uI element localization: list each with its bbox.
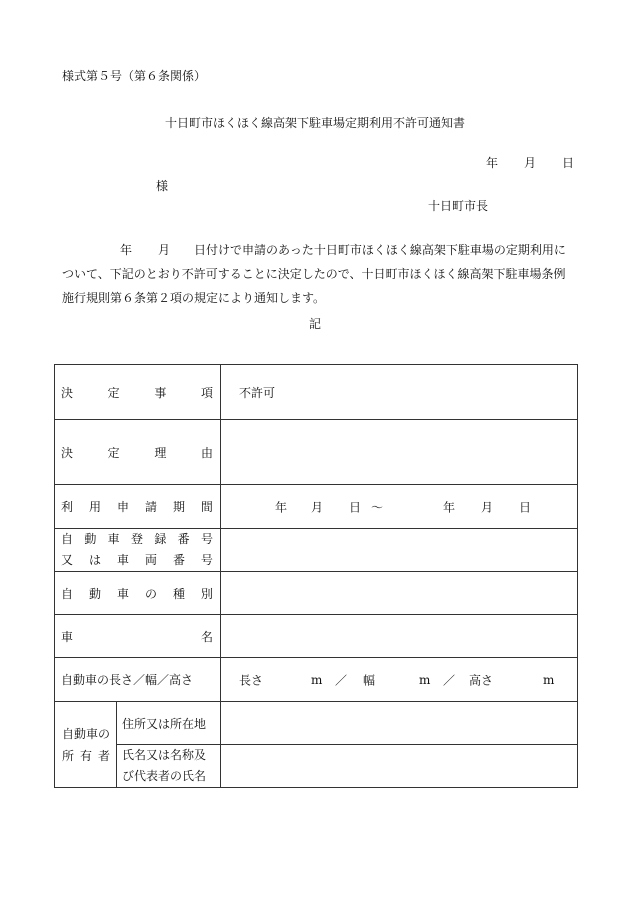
label-char: 自 <box>61 532 74 546</box>
label-char: 有 <box>79 748 92 763</box>
label-char: は <box>88 553 101 567</box>
label-char: 番 <box>172 553 185 567</box>
label-char: 車 <box>116 586 129 601</box>
label-char: 事 <box>154 385 167 400</box>
label-char: 車 <box>61 629 74 644</box>
form-number: 様式第５号（第６条関係） <box>62 69 207 83</box>
label-char: 又 <box>61 553 74 567</box>
period-to-month: 月 <box>481 500 494 514</box>
row-vehicle-type <box>55 572 578 615</box>
period-from-year: 年 <box>275 500 288 514</box>
label-char: 利 <box>61 500 74 514</box>
body-month: 月 <box>158 243 171 257</box>
notice-body <box>62 238 578 310</box>
label-char: 登 <box>130 532 143 546</box>
dimensions-label <box>55 658 221 702</box>
owner-name-label-line1: 氏名又は名称及 <box>122 748 207 762</box>
document-title: 十日町市ほくほく線高架下駐車場定期利用不許可通知書 <box>164 116 465 130</box>
vehicle-type-label <box>55 572 221 615</box>
label-char: 番 <box>177 532 190 546</box>
label-char: 定 <box>107 385 120 400</box>
row-period <box>55 485 578 529</box>
owner-address-value-cell <box>221 702 578 745</box>
row-decision <box>55 365 578 420</box>
row-registration <box>55 529 578 572</box>
reason-value-cell <box>221 420 578 485</box>
period-tilde: ～ <box>371 500 384 514</box>
decision-value: 不許可 <box>239 385 276 400</box>
period-from-day: 日 <box>349 500 362 514</box>
dim-slash-2: ／ <box>443 673 456 687</box>
decision-label <box>55 365 221 420</box>
ki-heading: 記 <box>308 317 321 331</box>
label-char: 者 <box>97 748 110 763</box>
label-char: 車 <box>107 532 120 546</box>
vehicle-name-value-cell <box>221 615 578 658</box>
period-to-day: 日 <box>519 500 532 514</box>
issuer-name: 十日町市長 <box>428 199 489 213</box>
label-char: の <box>144 586 157 601</box>
label-char: 動 <box>84 532 97 546</box>
date-day-label: 日 <box>562 156 575 170</box>
body-year: 年 <box>120 243 133 257</box>
dim-height-unit: m <box>543 672 555 687</box>
owner-address-label <box>117 702 221 745</box>
decision-value-cell <box>221 365 578 420</box>
label-char: 由 <box>200 445 213 460</box>
label-char: 間 <box>200 500 213 514</box>
reason-label <box>55 420 221 485</box>
label-char: 申 <box>116 500 129 514</box>
label-char: 動 <box>88 586 101 601</box>
label-char: 車 <box>116 553 129 567</box>
dimensions-label-text: 自動車の長さ／幅／高さ <box>61 673 194 687</box>
dim-length-label: 長さ <box>239 673 264 687</box>
label-char: 号 <box>200 532 213 546</box>
recipient-honorific: 様 <box>156 179 169 193</box>
owner-label <box>55 702 117 788</box>
row-vehicle-name <box>55 615 578 658</box>
row-dimensions <box>55 658 578 702</box>
label-char: 定 <box>107 445 120 460</box>
date-year-label: 年 <box>486 156 499 170</box>
registration-label <box>55 529 221 572</box>
label-char: 別 <box>200 586 213 601</box>
vehicle-name-label <box>55 615 221 658</box>
label-char: 録 <box>154 532 167 546</box>
period-from-month: 月 <box>311 500 324 514</box>
label-char: 所 <box>62 748 75 763</box>
row-owner-address <box>55 702 578 745</box>
row-owner-name <box>55 745 578 788</box>
details-table <box>54 364 578 788</box>
dim-height-label: 高さ <box>469 673 494 687</box>
period-label <box>55 485 221 529</box>
label-char: 期 <box>172 500 185 514</box>
label-char: 両 <box>144 553 157 567</box>
dim-length-unit: m <box>311 672 323 687</box>
owner-name-label <box>117 745 221 788</box>
owner-label-line1: 自動車の <box>62 726 111 741</box>
label-char: 決 <box>61 385 74 400</box>
label-char: 請 <box>144 500 157 514</box>
period-value-cell <box>221 485 578 529</box>
row-reason <box>55 420 578 485</box>
dimensions-value-cell <box>221 658 578 702</box>
body-line-3 <box>62 286 578 310</box>
body-line3-text: 施行規則第６条第２項の規定により通知します。 <box>62 291 326 305</box>
owner-name-value-cell <box>221 745 578 788</box>
label-char: 用 <box>88 500 101 514</box>
owner-name-label-line2: び代表者の氏名 <box>122 769 207 783</box>
body-line-2 <box>62 262 578 286</box>
vehicle-type-value-cell <box>221 572 578 615</box>
body-line-1 <box>62 238 578 262</box>
label-char: 決 <box>61 445 74 460</box>
label-char: 号 <box>200 553 213 567</box>
registration-value-cell <box>221 529 578 572</box>
date-month-label: 月 <box>524 156 537 170</box>
owner-address-label-text: 住所又は所在地 <box>122 716 207 731</box>
dim-slash-1: ／ <box>335 673 348 687</box>
period-to-year: 年 <box>443 500 456 514</box>
label-char: 理 <box>154 445 167 460</box>
label-char: 種 <box>172 586 185 601</box>
body-line1-text: 日付けで申請のあった十日町市ほくほく線高架下駐車場の定期利用に <box>194 243 566 257</box>
dim-width-label: 幅 <box>363 673 376 687</box>
label-char: 自 <box>61 586 74 601</box>
body-line2-text: ついて、下記のとおり不許可することに決定したので、十日町市ほくほく線高架下駐車場条例 <box>62 267 566 281</box>
dim-width-unit: m <box>419 672 431 687</box>
label-char: 名 <box>200 629 213 644</box>
label-char: 項 <box>200 385 213 400</box>
